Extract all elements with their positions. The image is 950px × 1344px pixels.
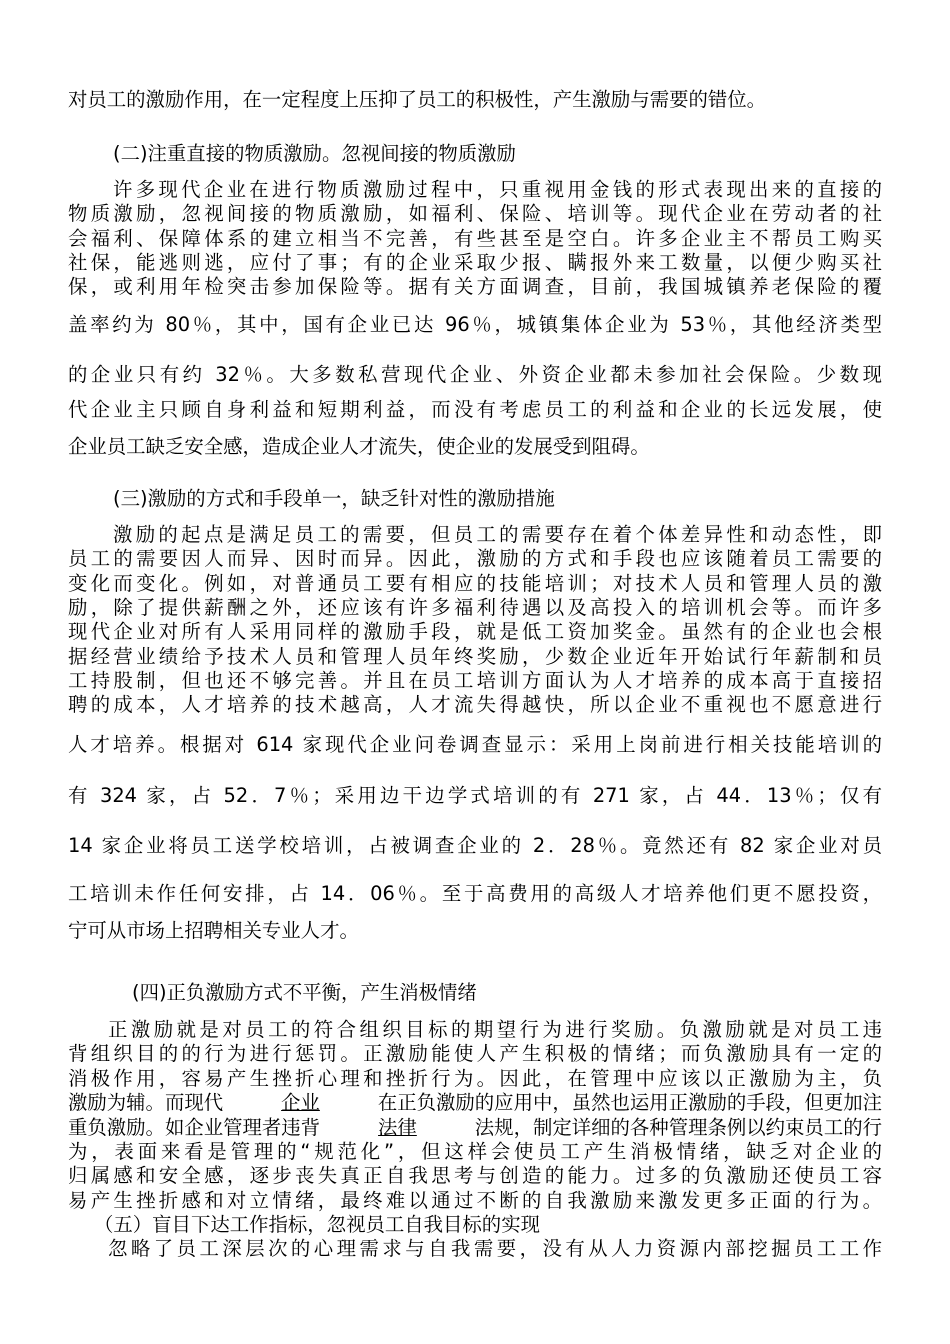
text-line: 有 324 家，占 52．7％；采用边干边学式培训的有 271 家，占 44．13％；仅有 [68,784,882,807]
text-span: 在正负激励的应用中，虽然也运用正激励的手段，但更加注 [377,1091,882,1114]
text-line: 工持股制，但也还不够完善。并且在员工培训方面认为人才培养的成本高于直接招 [68,669,882,692]
text-line: 物质激励，忽视间接的物质激励，如福利、保险、培训等。现代企业在劳动者的社 [68,202,882,225]
section-heading: (二)注重直接的物质激励。忽视间接的物质激励 [113,142,516,165]
law-link[interactable]: 法律 [378,1116,417,1139]
text-line: 社保，能逃则逃，应付了事；有的企业采取少报、瞒报外来工数量，以便少购买社 [68,251,882,274]
text-line: 聘的成本，人才培养的技术越高，人才流失得越快，所以企业不重视也不愿意进行 [68,693,882,716]
text-span: 激励为辅。而现代 [68,1091,224,1114]
text-line: 保，或利用年检突击参加保险等。据有关方面调查，目前，我国城镇养老保险的覆 [68,275,882,298]
text-line: 盖率约为 80％，其中，国有企业已达 96％，城镇集体企业为 53％，其他经济类型 [68,313,882,336]
text-line [68,1089,882,1117]
text-line: 现代企业对所有人采用同样的激励手段，就是低工资加奖金。虽然有的企业也会根 [68,620,882,643]
text-span: 重负激励。如企业管理者违背 [68,1116,321,1139]
text-line: 工培训未作任何安排，占 14．06％。至于高费用的高级人才培养他们更不愿投资， [68,882,882,905]
text-line: 的企业只有约 32％。大多数私营现代企业、外资企业都未参加社会保险。少数现 [68,363,882,386]
text-line: 激励的起点是满足员工的需要，但员工的需要存在着个体差异性和动态性，即 [113,523,882,546]
text-line: 据经营业绩给予技术人员和管理人员年终奖励，少数企业近年开始试行年薪制和员 [68,645,882,668]
text-line: 忽略了员工深层次的心理需求与自我需要，没有从人力资源内部挖掘员工工作 [108,1237,882,1260]
text-line: 背组织目的的行为进行惩罚。正激励能使人产生积极的情绪；而负激励具有一定的 [68,1042,882,1065]
text-line: 励，除了提供薪酬之外，还应该有许多福利待遇以及高投入的培训机会等。而许多 [68,596,882,619]
text-line: 14 家企业将员工送学校培训，占被调查企业的 2．28％。竟然还有 82 家企业对员 [68,834,882,857]
text-line: 归属感和安全感，逐步丧失真正自我思考与创造的能力。过多的负激励还使员工容 [68,1164,882,1187]
text-line: 对员工的激励作用，在一定程度上压抑了员工的积极性，产生激励与需要的错位。 [68,88,767,111]
text-line: 代企业主只顾自身利益和短期利益，而没有考虑员工的利益和企业的长远发展，使 [68,398,882,421]
section-heading: （五）盲目下达工作指标，忽视员工自我目标的实现 [94,1213,540,1236]
text-line: 员工的需要因人而异、因时而异。因此，激励的方式和手段也应该随着员工需要的 [68,547,882,570]
section-heading: (四)正负激励方式不平衡，产生消极情绪 [132,981,477,1004]
section-heading: (三)激励的方式和手段单一，缺乏针对性的激励措施 [113,487,555,510]
text-line: 人才培养。根据对 614 家现代企业问卷调查显示：采用上岗前进行相关技能培训的 [68,733,882,756]
text-line: 为，表面来看是管理的“规范化”，但这样会使员工产生消极情绪，缺乏对企业的 [68,1140,882,1163]
text-span: 法规，制定详细的各种管理条例以约束员工的行 [474,1116,882,1139]
text-line: 会福利、保障体系的建立相当不完善，有些甚至是空白。许多企业主不帮员工购买 [68,227,882,250]
text-line: 正激励就是对员工的符合组织目标的期望行为进行奖励。负激励就是对员工违 [108,1018,882,1041]
text-line: 消极作用，容易产生挫折心理和挫折行为。因此，在管理中应该以正激励为主，负 [68,1067,882,1090]
text-line: 易产生挫折感和对立情绪，最终难以通过不断的自我激励来激发更多正面的行为。 [68,1189,882,1212]
text-line: 许多现代企业在进行物质激励过程中，只重视用金钱的形式表现出来的直接的 [113,178,882,201]
text-line: 企业员工缺乏安全感，造成企业人才流失，使企业的发展受到阻碍。 [68,435,650,458]
text-line: 变化而变化。例如，对普通员工要有相应的技能培训；对技术人员和管理人员的激 [68,572,882,595]
enterprise-link[interactable]: 企业 [281,1091,320,1114]
text-line: 宁可从市场上招聘相关专业人才。 [68,919,359,942]
